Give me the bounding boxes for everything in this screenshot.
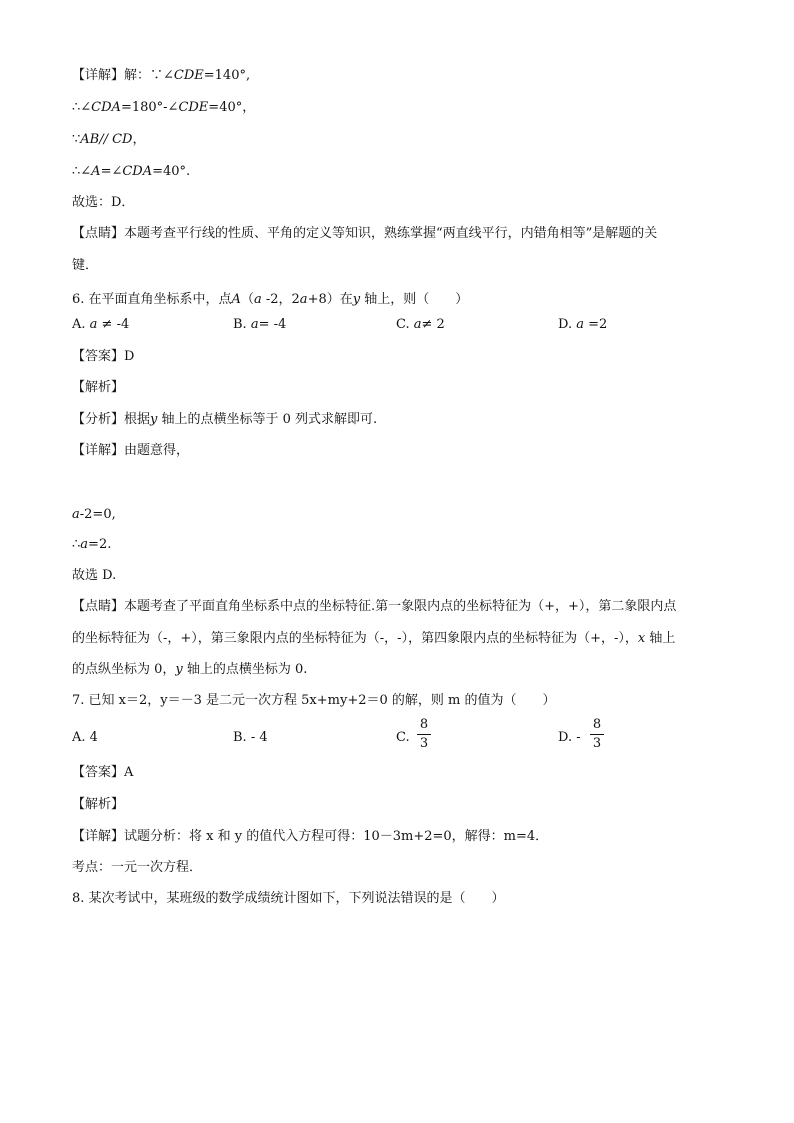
q6-equation-2: ∴a=2. [72,537,112,552]
q7-option-c-label: C. [396,730,410,745]
q5-detail-line1: 【详解】解：∵∠CDE=140°, [72,68,251,83]
fraction-numerator: 8 [592,717,602,732]
q6-option-c: C. a≠ 2 [396,317,445,332]
q5-detail-line3: ∵AB// CD， [72,132,146,147]
q7-stem: 7. 已知 x＝2，y＝－3 是二元一次方程 5x+my+2＝0 的解，则 m 的值为（ ） [72,693,556,708]
q6-option-d: D. a =2 [558,317,608,332]
q7-option-b: B. - 4 [233,730,268,745]
q7-option-d-label: D. - [558,730,581,745]
q7-analysis-header: 【解析】 [72,797,125,812]
fraction-bar [590,734,604,735]
q7-option-d-fraction [590,718,604,751]
q6-option-b: B. a= -4 [233,317,287,332]
q7-knowledge-point: 考点：一元一次方程． [72,860,203,875]
q6-comment-line3: 的点纵坐标为 0，y 轴上的点横坐标为 0. [72,662,308,677]
q6-analysis: 【分析】根据y 轴上的点横坐标等于 0 列式求解即可. [72,412,378,427]
q6-equation-1: a-2=0, [72,507,116,522]
q7-detail: 【详解】试题分析：将 x 和 y 的值代入方程可得：10－3m+2=0，解得：m=4． [72,829,549,844]
fraction-denominator: 3 [592,736,602,751]
q6-choice: 故选 D. [72,568,117,583]
fraction-bar [417,734,431,735]
q6-stem: 6. 在平面直角坐标系中，点A（a -2，2a+8）在y 轴上，则（ ） [72,292,469,307]
q8-stem: 8. 某次考试中，某班级的数学成绩统计图如下，下列说法错误的是（ ） [72,891,505,906]
q5-comment-line2: 键． [72,258,99,273]
fraction-numerator: 8 [419,717,429,732]
q6-comment-line1: 【点睛】本题考查了平面直角坐标系中点的坐标特征.第一象限内点的坐标特征为（+，+），第二象限内点 [72,599,677,614]
q5-detail-line4: ∴∠A=∠CDA=40°. [72,164,191,179]
q6-comment-line2: 的坐标特征为（-，+），第三象限内点的坐标特征为（-，-），第四象限内点的坐标特征为（+，-），x 轴上 [72,631,676,646]
q5-choice: 故选：D． [72,195,135,210]
q6-option-a: A. a ≠ -4 [72,317,130,332]
q6-detail: 【详解】由题意得， [72,443,190,458]
q5-detail-line2: ∴∠CDA=180°-∠CDE=40°， [72,100,256,115]
q7-answer: 【答案】A [72,765,134,780]
q6-analysis-header: 【解析】 [72,380,125,395]
q7-option-c-fraction [417,718,431,751]
q7-option-a: A. 4 [72,730,98,745]
q6-answer: 【答案】D [72,349,135,364]
fraction-denominator: 3 [419,736,429,751]
q5-comment-line1: 【点睛】本题考查平行线的性质、平角的定义等知识，熟练掌握“两直线平行，内错角相等”是解题的关 [72,226,658,241]
